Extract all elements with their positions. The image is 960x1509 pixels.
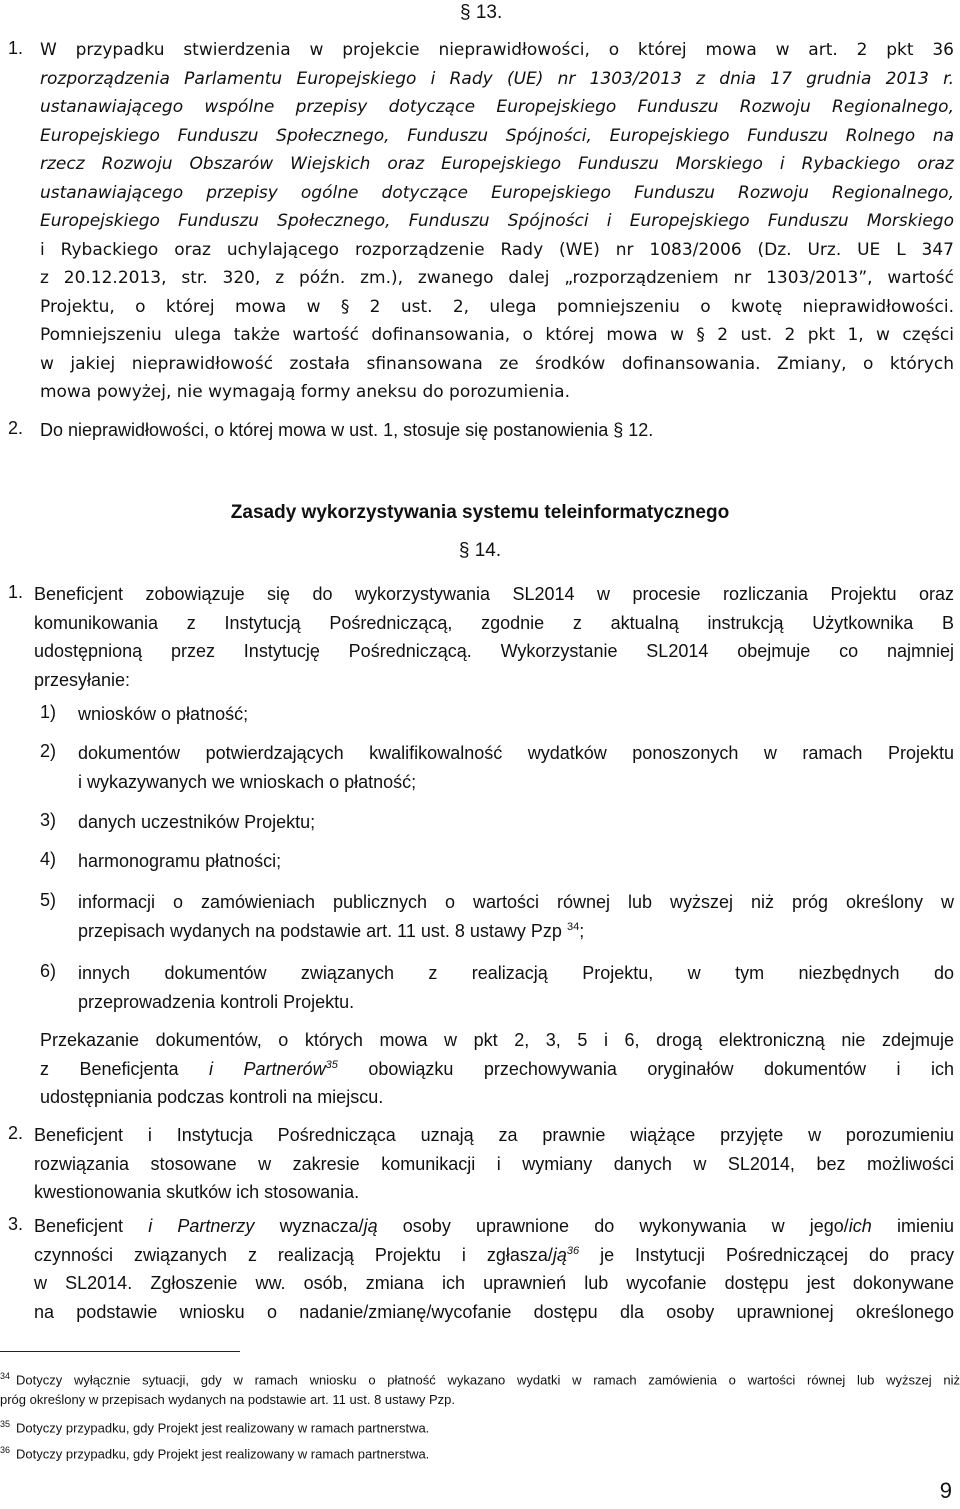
point-line: i wykazywanych we wnioskach o płatność; [78, 771, 417, 792]
footnote-text: Dotyczy wyłącznie sytuacji, gdy w ramach wniosku o płatność wykazano wydatki w ramach zamówienia o wartości równej lub wyższej niż [16, 1372, 960, 1388]
s13-item2-number: 2. [8, 418, 24, 438]
point-4-text [78, 847, 954, 876]
item3-text: czynności związanych z realizacją Projektu i zgłasza/ [34, 1244, 553, 1265]
s14-item1-text [34, 580, 954, 694]
footnote-ref-35[interactable]: 35 [325, 1058, 338, 1071]
s14-line: przesyłanie: [34, 669, 131, 690]
item3-italic: i Partnerzy [148, 1216, 255, 1236]
item3-text: wyznacza/ [254, 1216, 364, 1236]
point-line: wniosków o płatność; [78, 704, 249, 724]
footnote-number: 35 [0, 1419, 11, 1429]
s14-item1-closing [40, 1026, 954, 1112]
s14-item3-text [34, 1212, 954, 1326]
item2-line: Beneficjent i Instytucja Pośrednicząca uznają za prawnie wiążące przyjęte w porozumieniu [34, 1125, 954, 1145]
s13-item2-text [40, 416, 954, 445]
point-line-tail: ; [579, 920, 585, 941]
footnote-text: próg określony w przepisach wydanych na podstawie art. 11 ust. 8 ustawy Pzp. [0, 1392, 455, 1408]
point-line: harmonogramu płatności; [78, 851, 282, 871]
s13-line: rozporządzenia Parlamentu Europejskiego i Rady (UE) nr 1303/2013 z dnia 17 grudnia 2013 r. [40, 68, 954, 89]
item3-line [34, 1212, 954, 1241]
point-4-number: 4) [40, 849, 57, 869]
s13-line: z 20.12.2013, str. 320, z późn. zm.), zwanego dalej „rozporządzeniem nr 1303/2013”, wartość [40, 268, 954, 288]
point-line [78, 917, 954, 946]
footnote-separator [0, 1351, 240, 1352]
point-2-text [78, 739, 954, 796]
item3-line [34, 1241, 954, 1270]
s13-line: w jakiej nieprawidłowość została sfinansowana ze środków dofinansowania. Zmiany, o których [40, 353, 954, 374]
s13-line: mowa powyżej, nie wymagają formy aneksu do porozumienia. [40, 382, 571, 402]
item3-line: na podstawie wniosku o nadanie/zmianę/wycofanie dostępu dla osoby uprawnionej określonego [34, 1301, 954, 1322]
s13-line: ustanawiającego wspólne przepisy dotyczące Europejskiego Funduszu Rozwoju Regionalnego, [40, 97, 954, 117]
s13-line: rzecz Rozwoju Obszarów Wiejskich oraz Europejskiego Funduszu Morskiego i Rybackiego oraz [40, 154, 954, 174]
section-13-marker: § 13. [460, 2, 503, 23]
item3-italic: ją [363, 1216, 378, 1236]
item2-line: kwestionowania skutków ich stosowania. [34, 1182, 360, 1202]
closing-italic: i Partnerów [209, 1058, 326, 1079]
footnote-text: Dotyczy przypadku, gdy Projekt jest realizowany w ramach partnerstwa. [16, 1420, 430, 1436]
point-6-text [78, 959, 954, 1016]
item3-text: osoby uprawnione do wykonywania w jego/ [377, 1216, 849, 1236]
point-line: informacji o zamówieniach publicznych o wartości równej lub wyższej niż próg określony w [78, 892, 954, 912]
footnote-36 [0, 1440, 960, 1464]
section-14-marker [0, 540, 960, 562]
section-heading: Zasady wykorzystywania systemu teleinformatycznego [230, 502, 730, 523]
point-1-text [78, 700, 954, 729]
closing-line: udostępniania podczas kontroli na miejscu. [40, 1087, 384, 1107]
point-line: innych dokumentów związanych z realizacją Projektu, w tym niezbędnych do [78, 963, 954, 983]
point-5-number: 5) [40, 890, 57, 910]
footnote-34 [0, 1366, 960, 1410]
footnote-ref-34[interactable]: 34 [566, 920, 580, 933]
point-3-text [78, 808, 954, 837]
s13-line: i Rybackiego oraz uchylającego rozporządzenie Rady (WE) nr 1083/2006 (Dz. Urz. UE L 347 [40, 239, 954, 260]
s13-line: ustanawiającego przepisy ogólne dotyczące Europejskiego Funduszu Rozwoju Regionalnego, [40, 182, 954, 203]
s14-line: udostępnioną przez Instytucję Pośredniczącą. Wykorzystanie SL2014 obejmuje co najmniej [34, 641, 954, 661]
s14-item2-number: 2. [8, 1123, 24, 1143]
page-number: 9 [939, 1478, 952, 1503]
footnote-text: Dotyczy przypadku, gdy Projekt jest realizowany w ramach partnerstwa. [16, 1446, 430, 1462]
point-line: danych uczestników Projektu; [78, 812, 316, 832]
closing-text: obowiązku przechowywania oryginałów dokumentów i ich [337, 1058, 954, 1079]
item3-text: imieniu [871, 1216, 954, 1236]
s14-line: komunikowania z Instytucją Pośredniczącą, zgodnie z aktualną instrukcją Użytkownika B [34, 612, 954, 633]
item3-line: w SL2014. Zgłoszenie ww. osób, zmiana ich uprawnień lub wycofanie dostępu jest dokonywane [34, 1273, 954, 1293]
closing-line [40, 1055, 954, 1084]
s14-item2-text [34, 1121, 954, 1207]
point-line-text: przepisach wydanych na podstawie art. 11 ust. 8 ustawy Pzp [78, 920, 562, 941]
item2-line: rozwiązania stosowane w zakresie komunikacji i wymiany danych w SL2014, bez możliwości [34, 1153, 954, 1174]
item3-italic: ją [552, 1244, 567, 1265]
s13-line: Europejskiego Funduszu Społecznego, Funduszu Spójności, Europejskiego Funduszu Rolnego na [40, 125, 954, 146]
footnote-ref-36[interactable]: 36 [566, 1244, 580, 1257]
item3-text: je Instytucji Pośredniczącej do pracy [579, 1244, 954, 1265]
s14-item3-number: 3. [8, 1214, 24, 1234]
point-5-text [78, 888, 954, 945]
point-6-number: 6) [40, 961, 57, 981]
s13-line: W przypadku stwierdzenia w projekcie nieprawidłowości, o której mowa w art. 2 pkt 36 [40, 40, 954, 60]
point-line: przeprowadzenia kontroli Projektu. [78, 991, 355, 1012]
point-line: dokumentów potwierdzających kwalifikowalność wydatków ponoszonych w ramach Projektu [78, 743, 954, 763]
s13-item1-text [40, 36, 954, 407]
point-2-number: 2) [40, 741, 57, 761]
s14-line: Beneficjent zobowiązuje się do wykorzystywania SL2014 w procesie rozliczania Projektu oraz [34, 584, 954, 604]
s13-line: Projektu, o której mowa w § 2 ust. 2, ulega pomniejszeniu o kwotę nieprawidłowości. [40, 296, 954, 317]
section-14-marker-text: § 14. [458, 540, 502, 561]
item3-italic: ich [848, 1216, 872, 1236]
point-1-number: 1) [40, 702, 57, 722]
s13-item1-number: 1. [8, 38, 24, 58]
closing-text: z Beneficjenta [40, 1058, 210, 1079]
item3-text: Beneficjent [34, 1216, 149, 1236]
s13-line: Europejskiego Funduszu Społecznego, Funduszu Spójności i Europejskiego Funduszu Morskiego [40, 211, 954, 231]
point-3-number: 3) [40, 810, 57, 830]
footnote-number: 36 [0, 1445, 11, 1455]
footnote-35 [0, 1414, 960, 1438]
closing-line: Przekazanie dokumentów, o których mowa w pkt 2, 3, 5 i 6, drogą elektroniczną nie zdejmuje [40, 1030, 954, 1050]
footnote-number: 34 [0, 1371, 11, 1381]
s14-item1-number: 1. [8, 582, 24, 602]
s13-line: Pomniejszeniu ulega także wartość dofinansowania, o której mowa w § 2 ust. 2 pkt 1, w części [40, 325, 954, 345]
s13-item2-line: Do nieprawidłowości, o której mowa w ust. 1, stosuje się postanowienia § 12. [40, 420, 654, 440]
